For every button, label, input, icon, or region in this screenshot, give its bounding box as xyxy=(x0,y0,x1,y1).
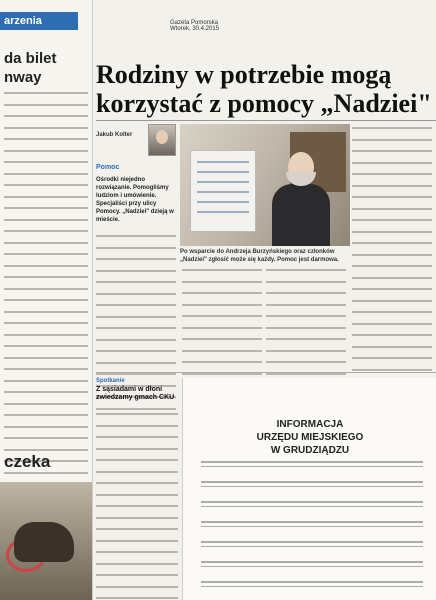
left-headline-cont: nway xyxy=(4,69,42,86)
paper-date: Wtorek, 30.4.2015 xyxy=(170,26,220,32)
official-notice xyxy=(182,378,436,600)
notice-title-line-3: W GRUDZIĄDZU xyxy=(270,445,350,456)
man-torso xyxy=(272,184,330,246)
left-headline-2: czeka xyxy=(4,452,51,471)
masthead xyxy=(170,20,350,32)
article-headline: Rodziny w potrzebie mogą korzystać z pomocy „Nadziei" xyxy=(96,60,432,118)
photo-caption: Po wsparcie do Andrzeja Burzyńskiego oraz członków „Nadziei" zgłosić może się każdy. Pomoc jest darmowa. xyxy=(180,249,339,263)
left-body-text xyxy=(4,92,88,549)
left-column xyxy=(0,0,93,600)
article-lead: Ośrodki niejedno rozwiązanie. Pomogliśmy ludziom i umówienie. Specjaliści przy ulicy Pomocy. „Nadziei" dzieją w mieście. xyxy=(96,177,174,223)
spotkanie-body xyxy=(96,410,178,600)
notice-title xyxy=(183,418,436,457)
notice-title-line-2: URZĘDU MIEJSKIEGO xyxy=(256,432,364,443)
headline-rule xyxy=(96,120,436,121)
left-headline: da bilet xyxy=(4,50,57,67)
article-photo xyxy=(180,124,350,246)
dog-shape xyxy=(14,522,74,562)
spotkanie-title: Z sąsiadami w dłoni zwiedzamy gmach CKU xyxy=(96,386,175,401)
notice-title-line-1: INFORMACJA xyxy=(276,419,344,430)
paper-name: Gazeta Pomorska xyxy=(170,20,219,26)
spotkanie-kicker: Spotkanie xyxy=(96,378,125,384)
author-face xyxy=(156,130,168,144)
notice-board xyxy=(190,150,256,232)
article-kicker: Pomoc xyxy=(96,164,120,171)
notice-body xyxy=(201,458,423,600)
man-figure xyxy=(272,152,330,246)
author-photo xyxy=(148,124,176,156)
dog-photo xyxy=(0,482,92,600)
section-label: arzenia xyxy=(0,12,78,30)
byline xyxy=(96,132,140,138)
section-rule xyxy=(96,372,436,373)
author-name: Jakub Kolter xyxy=(96,132,133,138)
